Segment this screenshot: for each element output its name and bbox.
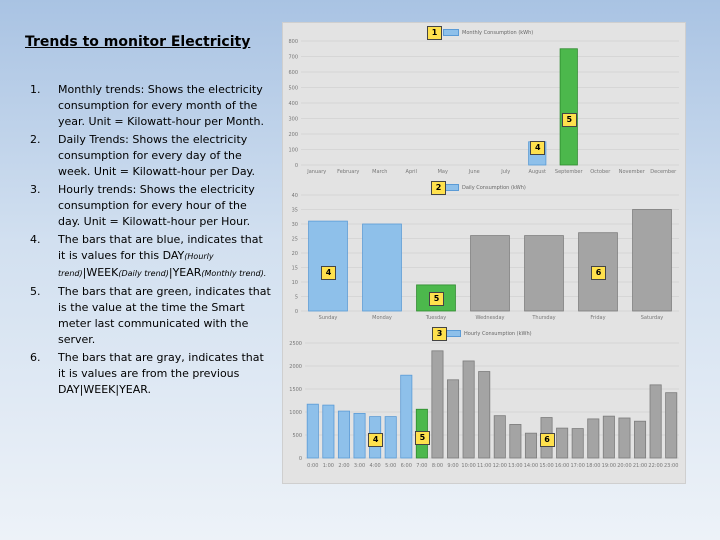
bar-gray [633, 210, 672, 312]
list-item-text: Monthly trends: Shows the electricity consumption for every month of the year. Unit = Kilowatt-hour per Month. [58, 83, 264, 128]
legend-swatch [443, 29, 459, 36]
x-tick-label: August [528, 169, 546, 175]
bar-gray [432, 351, 443, 458]
list-item-number: 6. [30, 351, 41, 364]
y-tick-label: 200 [288, 132, 298, 138]
x-tick-label: February [337, 169, 360, 175]
x-tick-label: 14:00 [523, 463, 539, 469]
bar-gray [666, 393, 677, 458]
callout-badge: 3 [432, 327, 447, 341]
list-item [30, 232, 272, 282]
list-item-note: (Monthly trend). [201, 269, 267, 278]
y-tick-label: 0 [294, 163, 298, 169]
x-tick-label: 21:00 [632, 463, 648, 469]
x-tick-label: Tuesday [425, 315, 447, 321]
y-tick-label: 800 [288, 39, 298, 45]
bar-gray [557, 428, 568, 458]
callout-badge: 5 [562, 113, 577, 127]
callout-badge: 2 [431, 181, 446, 195]
list-item-text: The bars that are green, indicates that is the value at the time the Smart meter last communicated with the server. [58, 285, 271, 346]
list-item [30, 284, 272, 348]
list-item [30, 350, 272, 398]
chart-legend [443, 29, 533, 36]
x-tick-label: 3:00 [353, 463, 366, 469]
bar-gray [494, 416, 505, 458]
y-tick-label: 1500 [289, 387, 302, 393]
bar-blue [385, 417, 396, 458]
y-tick-label: 1000 [289, 410, 302, 416]
callout-badge: 5 [415, 431, 430, 445]
y-tick-label: 300 [288, 116, 298, 123]
bar-gray [650, 385, 661, 458]
x-tick-label: 17:00 [570, 463, 585, 469]
y-tick-label: 400 [288, 101, 298, 107]
x-tick-label: 22:00 [648, 463, 663, 469]
bar-blue [338, 411, 349, 458]
bar-green [560, 49, 577, 165]
y-tick-label: 30 [291, 222, 298, 228]
x-tick-label: March [372, 169, 388, 175]
callout-badge: 4 [368, 433, 383, 447]
x-tick-label: 8:00 [431, 463, 444, 469]
bar-gray [603, 416, 614, 458]
bar-gray [471, 236, 510, 311]
bar-gray [588, 419, 599, 458]
chart-legend [443, 184, 526, 191]
list-item [30, 132, 272, 180]
bar-gray [463, 361, 474, 458]
bar-blue [401, 375, 412, 458]
bar-gray [572, 429, 583, 458]
x-tick-label: 12:00 [492, 463, 508, 469]
y-tick-label: 10 [291, 280, 298, 286]
x-tick-label: 23:00 [663, 463, 679, 469]
bar-gray [479, 372, 490, 458]
y-tick-label: 40 [291, 193, 298, 199]
x-tick-label: October [590, 169, 611, 175]
x-tick-label: Monday [372, 315, 392, 321]
x-tick-label: Wednesday [475, 315, 505, 321]
x-tick-label: 20:00 [617, 463, 632, 469]
y-tick-label: 2500 [289, 341, 302, 347]
x-tick-label: Friday [590, 315, 606, 321]
chart-legend [445, 330, 532, 337]
y-tick-label: 20 [291, 251, 298, 257]
x-tick-label: 2:00 [338, 463, 350, 469]
list-item-text: The bars that are gray, indicates that it is values are from the previous DAY|WEEK|YEAR. [58, 351, 264, 396]
list-item-text: Hourly trends: Shows the electricity consumption for every hour of the day. Unit = Kilowatt-hour per Hour. [58, 183, 255, 228]
y-tick-label: 600 [288, 70, 298, 76]
x-tick-label: December [650, 169, 677, 175]
bar-gray [525, 236, 564, 311]
y-tick-label: 15 [291, 265, 298, 272]
x-tick-label: September [554, 169, 583, 175]
list-item [30, 182, 272, 230]
y-tick-label: 5 [294, 294, 298, 301]
bar-blue [323, 405, 334, 458]
bar-blue [354, 413, 365, 458]
x-tick-label: Thursday [532, 315, 556, 321]
list-item-number: 4. [30, 233, 41, 246]
x-tick-label: 10:00 [461, 463, 476, 469]
list-item-number: 1. [30, 83, 41, 96]
y-tick-label: 500 [292, 433, 302, 439]
x-tick-label: 9:00 [447, 463, 459, 469]
y-tick-label: 700 [288, 54, 298, 61]
callout-badge: 6 [540, 433, 555, 447]
bar-blue [307, 404, 318, 458]
list-item-number: 3. [30, 183, 41, 196]
list-item-note: (Hourly trend) [58, 252, 214, 278]
x-tick-label: 7:00 [416, 463, 428, 469]
list-item-text: |YEAR [168, 266, 202, 279]
x-tick-label: 6:00 [400, 463, 412, 469]
x-tick-label: 0:00 [307, 463, 319, 469]
callout-badge: 6 [591, 266, 606, 280]
y-tick-label: 35 [291, 207, 298, 214]
callout-badge: 4 [321, 266, 336, 280]
callout-badge: 5 [429, 292, 444, 306]
bar-gray [510, 424, 521, 458]
x-tick-label: 4:00 [369, 463, 381, 469]
y-tick-label: 0 [298, 456, 302, 462]
list-item-note: (Daily trend) [118, 269, 169, 278]
legend-label: Monthly Consumption (kWh) [462, 30, 534, 36]
x-tick-label: January [307, 169, 327, 175]
y-tick-label: 25 [291, 236, 298, 243]
list-item-text: The bars that are blue, indicates that it is values for this DAY [58, 233, 263, 262]
x-tick-label: May [437, 169, 448, 175]
legend-label: Hourly Consumption (kWh) [464, 331, 532, 337]
x-tick-label: 16:00 [554, 463, 570, 469]
bar-gray [634, 421, 645, 458]
y-tick-label: 2000 [289, 364, 302, 370]
x-tick-label: April [405, 169, 417, 175]
callout-badge: 1 [427, 26, 442, 40]
callout-badge: 4 [530, 141, 545, 155]
bar-gray [525, 433, 536, 458]
charts-panel [282, 22, 686, 484]
x-tick-label: Sunday [318, 315, 338, 321]
list-item-text: Daily Trends: Shows the electricity consumption for every day of the week. Unit = Kilowatt-hour per Day. [58, 133, 255, 178]
x-tick-label: June [468, 169, 480, 175]
y-tick-label: 0 [294, 309, 298, 315]
x-tick-label: 11:00 [476, 463, 492, 469]
x-tick-label: 13:00 [508, 463, 523, 469]
bar-blue [363, 224, 402, 311]
bar-gray [619, 418, 630, 458]
y-tick-label: 500 [288, 85, 298, 92]
x-tick-label: 5:00 [385, 463, 397, 469]
x-tick-label: 18:00 [586, 463, 601, 469]
y-tick-label: 100 [288, 147, 298, 154]
list-item-number: 5. [30, 285, 41, 298]
legend-label: Daily Consumption (kWh) [462, 185, 526, 191]
trend-charts [283, 23, 685, 483]
slide-title: Trends to monitor Electricity [25, 34, 251, 50]
legend-swatch [445, 330, 461, 337]
x-tick-label: 15:00 [539, 463, 554, 469]
list-item [30, 82, 272, 130]
x-tick-label: November [618, 169, 645, 175]
bar-gray [447, 380, 458, 458]
x-tick-label: 1:00 [322, 463, 334, 469]
x-tick-label: Saturday [640, 315, 664, 321]
list-item-number: 2. [30, 133, 41, 146]
x-tick-label: 19:00 [601, 463, 617, 469]
x-tick-label: July [501, 169, 511, 175]
explanation-list [30, 82, 272, 400]
list-item-text: |WEEK [82, 266, 119, 279]
